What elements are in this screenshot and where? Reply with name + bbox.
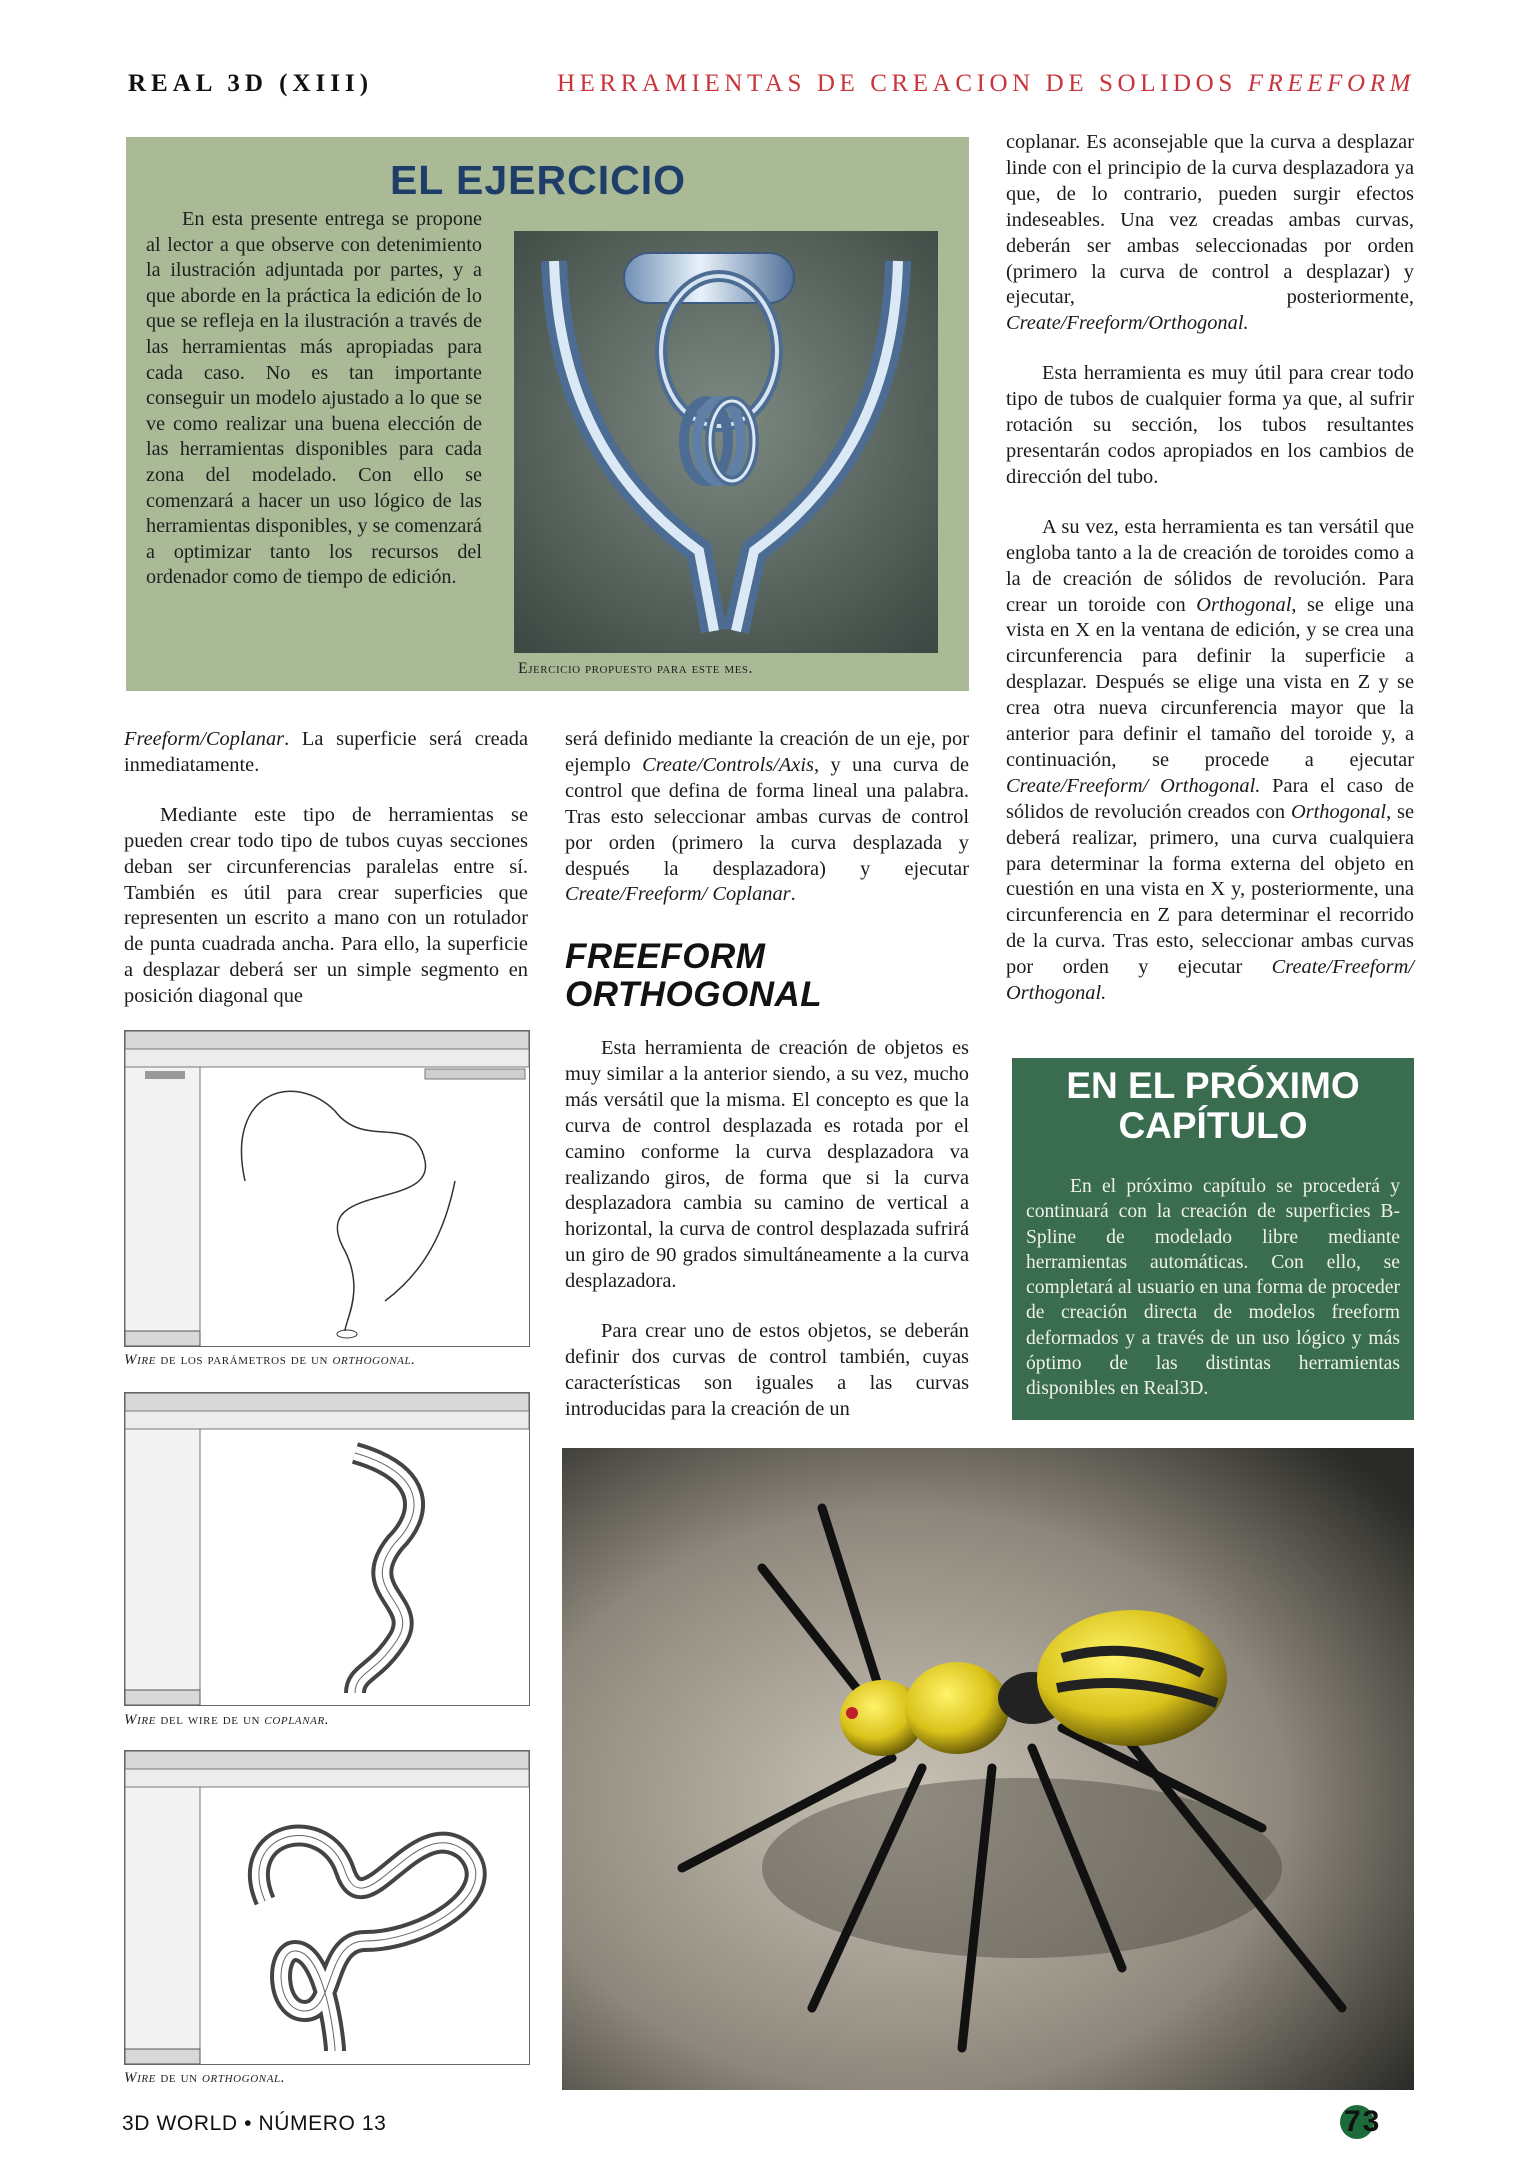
column-1-text — [124, 727, 528, 1034]
wire-orthogonal-drawing — [125, 1031, 529, 1346]
wire-orthogonal-screenshot — [124, 1030, 530, 1347]
ejercicio-box — [126, 137, 969, 691]
col3-p3-d: , se deberá realizar, primero, una curva cualquiera para determinar la forma externa del objeto en cuestión en una vista en X y, posteriormente, una circunferencia en Z para determinar el recorrido de la curva. Tras esto, seleccionar ambas curvas por orden y ejecutar — [1006, 800, 1414, 979]
col2-p1-b: , y una curva de control que defina de forma lineal una palabra. Tras esto seleccionar ambas curvas de control por orden (primero la curva desplazada y después la desplazadora) y ejecutar — [565, 753, 970, 880]
col3-p1-a: coplanar. Es aconsejable que la curva a desplazar linde con el principio de la curva desplazadora ya que, de lo contrario, pueden surgir efectos indeseables. Una vez creadas ambas curvas, deberán ser ambas seleccionadas por orden (primero la curva de control a desplazar) y ejecutar, posteriormente, — [1006, 131, 1414, 309]
wire-caption-3-a: Wire — [124, 2070, 156, 2086]
ejercicio-text-body: En esta presente entrega se propone al lector a que observe con detenimiento la ilustración adjuntada por partes, y a que aborde en la práctica la edición de lo que se refleja en la ilustración a través de las herramientas más apropiadas para cada caso. No es tan importante conseguir un modelo ajustado a lo que se ve como realizar una buena elección de las herramientas disponibles para cada zona del modelado. Con ello se comenzará a hacer un uso lógico de las herramientas disponibles, y se comenzará a optimizar tanto los recursos del ordenador como de tiempo de edición. — [146, 208, 482, 589]
proximo-text — [1026, 1174, 1400, 1402]
col3-p3-c: Para el caso de sólidos de revolución creados con — [1006, 774, 1414, 823]
proximo-text-body: En el próximo capítulo se procederá y continuará con la creación de superficies B-Spline de modelado libre mediante herramientas automáticas. Con ello, se completará al usuario en una forma de proceder de creación directa de modelos freeform deformados y a través de un uso lógico y más óptimo de las distintas herramientas disponibles en Real3D. — [1026, 1176, 1400, 1400]
wire-orthogonal-tube-screenshot — [124, 1750, 530, 2065]
ejercicio-caption: Ejercicio propuesto para este mes. — [518, 660, 754, 677]
wire-caption-1 — [124, 1352, 416, 1369]
col1-p1-rest: . La superficie será creada inmediatamente. — [124, 728, 528, 776]
wire-caption-1-a: Wire — [124, 1352, 156, 1368]
section-heading-freeform-orthogonal — [565, 938, 965, 1014]
footer-issue: 3D WORLD • NÚMERO 13 — [122, 2112, 387, 2135]
wire-orthogonal-tube-drawing — [125, 1751, 529, 2064]
running-head-italic: FREEFORM — [1247, 70, 1415, 97]
col3-paragraph-3 — [1006, 515, 1414, 1007]
col3-paragraph-2: Esta herramienta es muy útil para crear todo tipo de tubos de cualquier forma ya que, al sufrir rotación su sección, los tubos resultantes presentarán codos apropiados en los cambios de dirección del tubo. — [1006, 362, 1414, 488]
ejercicio-illustration — [514, 231, 938, 653]
wire-caption-2-c: coplanar. — [264, 1712, 330, 1728]
col2-paragraph-2: Esta herramienta de creación de objetos es muy similar a la anterior siendo, a su vez, mucho más versátil que la misma. El concepto es que la curva de control desplazada es rotada por el camino conforme la curva desplazadora va realizando giros, de forma que si la curva desplazadora cambia su camino de vertical a horizontal, la curva de control desplazada sufrirá un giro de 90 grados simultáneamente a la curva desplazadora. — [565, 1037, 969, 1293]
column-3-text — [1006, 130, 1414, 1031]
proximo-title — [1012, 1066, 1414, 1146]
col3-p1-cmd: Create/Freeform/Orthogonal. — [1006, 312, 1249, 335]
col3-p3-b: , se elige una vista en X en la ventana de edición, y se crea una circunferencia para definir la superficie a desplazar. Después se elige una vista en Z y se crea otra nueva circunferencia mayor que la anterior para definir el tamaño del toroide y, a continuación, se procede a ejecutar — [1006, 593, 1414, 771]
ejercicio-title: EL EJERCICIO — [389, 157, 686, 203]
col2-p1-cmd2: Create/Freeform/ Coplanar — [565, 883, 791, 906]
ant-render-drawing — [562, 1448, 1414, 2090]
running-head-left: REAL 3D (XIII) — [128, 70, 374, 97]
ejercicio-text — [146, 207, 482, 591]
proximo-title-line-1: EN EL PRÓXIMO — [1066, 1065, 1360, 1106]
section-heading-line-1: FREEFORM — [565, 937, 766, 976]
ant-render-image — [562, 1448, 1414, 2090]
column-2-text — [565, 727, 969, 932]
section-heading-line-2: ORTHOGONAL — [565, 975, 823, 1014]
wire-caption-1-c: orthogonal. — [332, 1352, 416, 1368]
proximo-title-line-2: CAPÍTULO — [1118, 1105, 1308, 1146]
col3-p3-i3: Orthogonal — [1290, 800, 1387, 823]
running-head-right — [515, 70, 1415, 98]
fork-ring-render — [514, 231, 938, 653]
wire-caption-2 — [124, 1712, 329, 1729]
page-number-text: 73 — [1344, 2105, 1382, 2138]
proximo-capitulo-box — [1012, 1058, 1414, 1420]
col2-p1-c: . — [790, 883, 796, 906]
wire-caption-2-b: del wire de un — [156, 1712, 265, 1728]
column-2-text-lower — [565, 1036, 969, 1447]
wire-caption-3-b: de un — [156, 2070, 203, 2086]
col1-paragraph-1 — [124, 727, 528, 779]
wire-caption-2-a: Wire — [124, 1712, 156, 1728]
col3-p3-i1: Orthogonal — [1196, 593, 1292, 616]
col2-p1-cmd1: Create/Controls/Axis — [642, 753, 814, 776]
wire-caption-1-b: de los parámetros de un — [156, 1352, 333, 1368]
col2-paragraph-3: Para crear uno de estos objetos, se deberán definir dos curvas de control también, cuyas características son iguales a las curvas introducidas para la creación de un — [565, 1320, 969, 1420]
col2-p1-a: será definido mediante la creación de un eje, por ejemplo — [565, 728, 969, 776]
col1-paragraph-2: Mediante este tipo de herramientas se pueden crear todo tipo de tubos cuyas secciones deban ser circunferencias paralelas entre sí. También es útil para crear superficies que representen un escrito a mano con un rotulador de punta cuadrada ancha. Para ello, la superficie a desplazar deberá ser un simple segmento en posición diagonal que — [124, 803, 528, 1008]
col2-paragraph-1 — [565, 727, 969, 908]
col3-p3-i4: Create/Freeform/ Orthogonal. — [1006, 956, 1414, 1005]
wire-coplanar-drawing — [125, 1393, 529, 1705]
wire-caption-3 — [124, 2070, 285, 2087]
col3-p3-a: A su vez, esta herramienta es tan versátil que engloba tanto a la de creación de toroides como a la de creación de sólidos de revolución. Para crear un toroide con — [1006, 515, 1414, 616]
wire-caption-3-c: orthogonal. — [202, 2070, 286, 2086]
col3-p3-i2: Create/Freeform/ Orthogonal. — [1006, 774, 1261, 797]
col1-p1-command: Freeform/Coplanar — [124, 728, 285, 750]
col3-paragraph-1 — [1006, 130, 1414, 337]
page-number — [1340, 2104, 1422, 2140]
running-head-title: HERRAMIENTAS DE CREACION DE SOLIDOS — [556, 70, 1237, 97]
wire-coplanar-screenshot — [124, 1392, 530, 1706]
